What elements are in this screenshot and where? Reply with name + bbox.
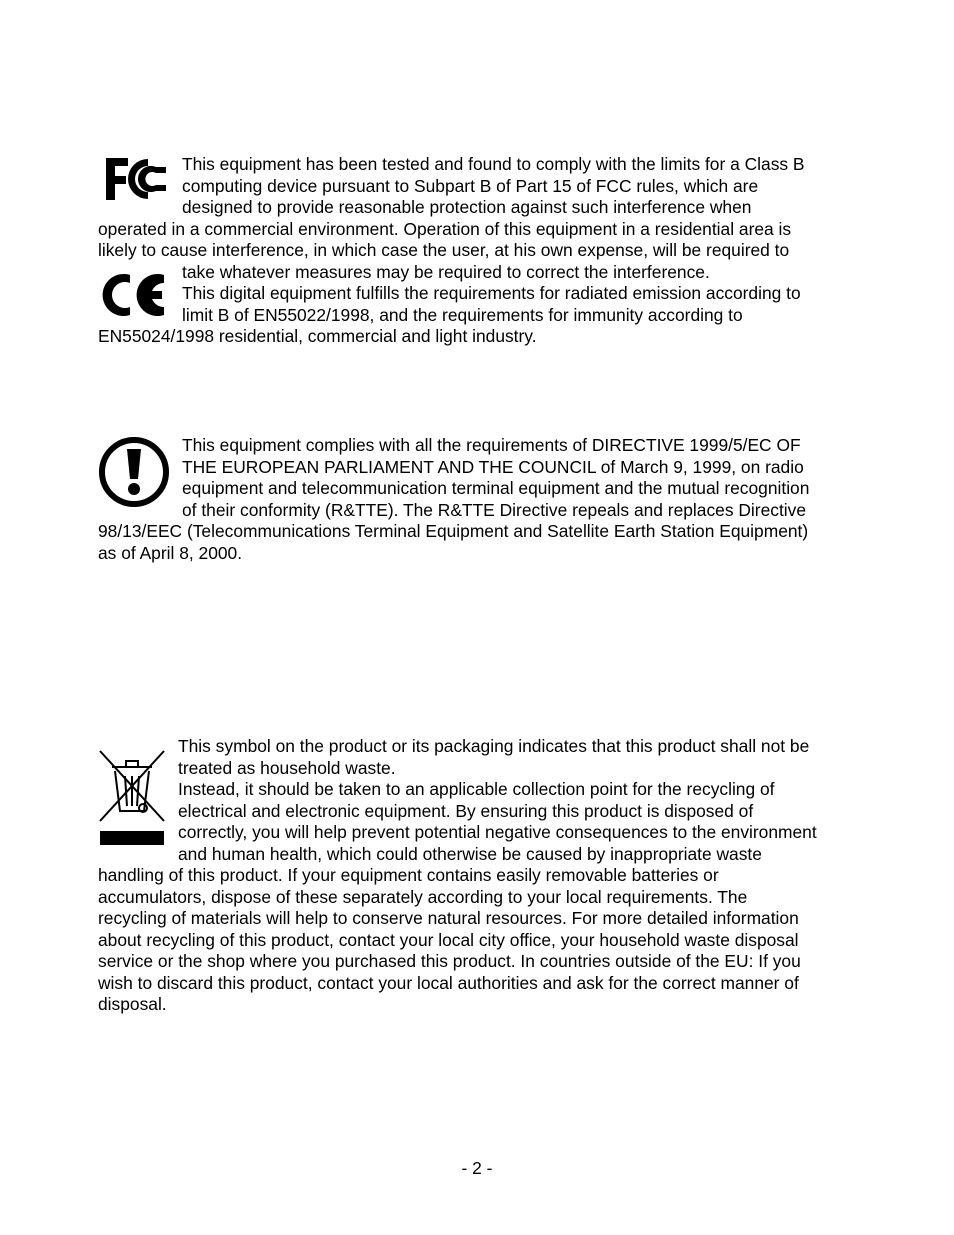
rtte-line: This equipment complies with all the requirements of DIRECTIVE 1999/5/EC OF: [182, 435, 801, 455]
weee-line: recycling of materials will help to conserve natural resources. For more detailed information: [98, 908, 799, 928]
weee-line: This symbol on the product or its packaging indicates that this product shall not be: [178, 736, 810, 756]
fcc-line: designed to provide reasonable protection against such interference when: [182, 197, 752, 217]
weee-line: and human health, which could otherwise be caused by inappropriate waste: [178, 843, 762, 864]
weee-line: wish to discard this product, contact your local authorities and ask for the correct manner of: [98, 972, 799, 993]
crossed-out-wheelie-bin-icon: [98, 749, 166, 849]
rtte-line: equipment and telecommunication terminal equipment and the mutual recognition: [182, 478, 810, 498]
fcc-logo-icon: [104, 155, 170, 203]
weee-line: about recycling of this product, contact your local city office, your household waste disposal: [98, 929, 799, 950]
fcc-line: operated in a commercial environment. Operation of this equipment in a residential area is: [98, 218, 792, 239]
weee-line: disposal.: [98, 994, 167, 1014]
weee-line: treated as household waste.: [178, 757, 396, 778]
fcc-line: This equipment has been tested and found to comply with the limits for a Class B: [182, 154, 805, 174]
fcc-line: take whatever measures may be required to correct the interference.: [182, 261, 710, 282]
fcc-line: likely to cause interference, in which case the user, at his own expense, will be required to: [98, 240, 790, 260]
rtte-line: of their conformity (R&TTE). The R&TTE Directive repeals and replaces Directive: [182, 499, 807, 520]
weee-line: electrical and electronic equipment. By ensuring this product is disposed of: [178, 800, 754, 821]
rtte-line: as of April 8, 2000.: [98, 542, 243, 563]
fcc-statement: [98, 152, 870, 352]
fcc-line: computing device pursuant to Subpart B of Part 15 of FCC rules, which are: [182, 175, 759, 196]
ce-mark-icon: [100, 272, 170, 318]
ce-line: EN55024/1998 residential, commercial and light industry.: [98, 326, 537, 346]
weee-line: accumulators, dispose of these separately according to your local requirements. The: [98, 886, 748, 907]
weee-line: service or the shop where you purchased this product. In countries outside of the EU: If you: [98, 951, 801, 971]
rtte-line: THE EUROPEAN PARLIAMENT AND THE COUNCIL of March 9, 1999, on radio: [182, 456, 804, 477]
rtte-statement: [98, 433, 870, 573]
rtte-line: 98/13/EEC (Telecommunications Terminal Equipment and Satellite Earth Station Equipment): [98, 521, 809, 541]
weee-statement: [98, 734, 870, 1024]
weee-line: correctly, you will help prevent potential negative consequences to the environment: [178, 822, 817, 842]
page-number: - 2 -: [461, 1158, 493, 1178]
exclamation-circle-icon: [98, 436, 170, 508]
ce-line: limit B of EN55022/1998, and the requirements for immunity according to: [182, 304, 743, 325]
weee-line: Instead, it should be taken to an applicable collection point for the recycling of: [178, 779, 775, 799]
weee-line: handling of this product. If your equipment contains easily removable batteries or: [98, 865, 719, 885]
ce-line: This digital equipment fulfills the requirements for radiated emission according to: [182, 283, 801, 303]
